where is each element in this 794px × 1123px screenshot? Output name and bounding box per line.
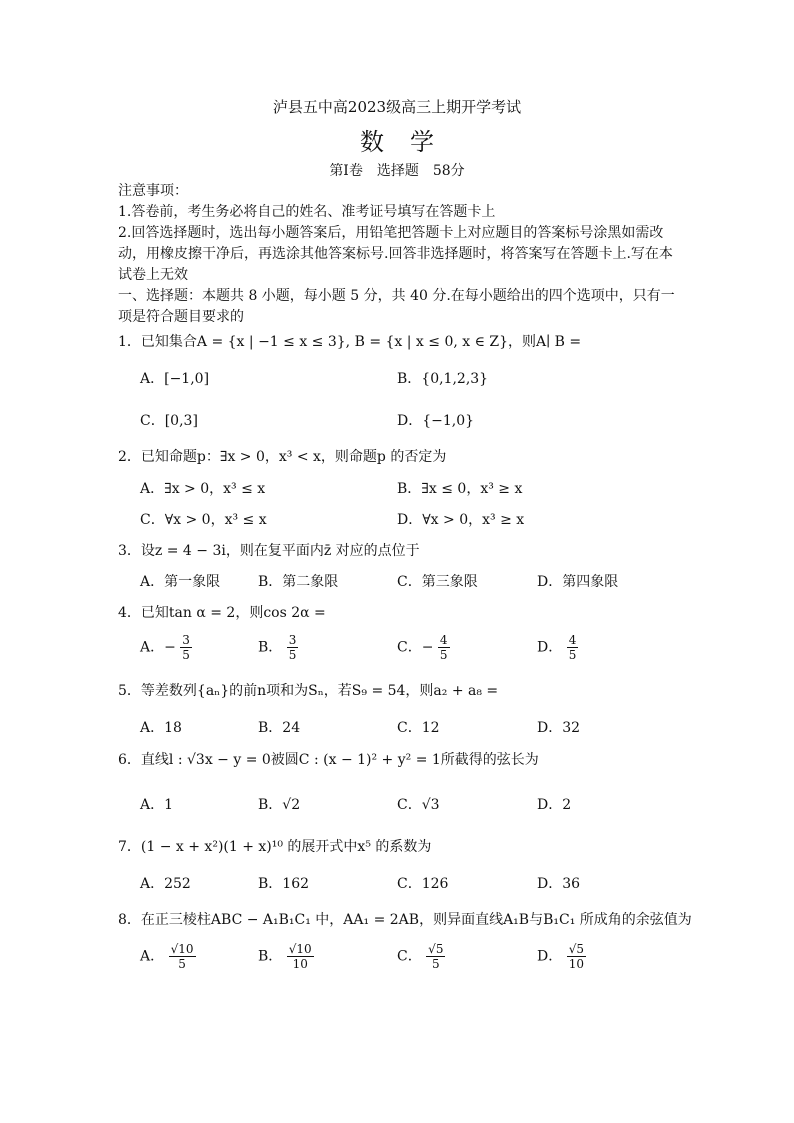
option-c-fraction (426, 942, 445, 971)
numerator: 3 (288, 633, 297, 647)
option-a-fraction (169, 942, 196, 971)
numerator: 3 (182, 633, 190, 647)
question-2-option-d: D．∀x > 0，x³ ≥ x (397, 512, 525, 528)
option-c-prefix: C．− (397, 639, 434, 656)
question-2-stem: 2．已知命题p：∃x > 0，x³ < x，则命题p 的否定为 (118, 449, 447, 465)
question-1-option-c: C．[0,3] (140, 413, 198, 429)
question-8-stem: 8．在正三棱柱ABC − A₁B₁C₁ 中，AA₁ = 2AB，则异面直线A₁B与B₁C₁ 所成角的余弦值为 (118, 912, 692, 928)
question-5-option-c: C．12 (397, 720, 440, 736)
question-5-option-b: B．24 (258, 720, 301, 736)
denominator: 5 (288, 648, 297, 662)
question-5-stem: 5．等差数列{aₙ}的前n项和为Sₙ，若S₉ = 54，则a₂ + a₈ = (118, 683, 499, 699)
question-6-stem: 6．直线l : √3x − y = 0被圆C : (x − 1)² + y² = 1所截得的弦长为 (118, 752, 539, 768)
question-3-stem: 3．设z = 4 − 3i，则在复平面内z̄ 对应的点位于 (118, 543, 420, 559)
option-b-prefix: B． (258, 948, 283, 965)
question-7-option-c: C．126 (397, 876, 449, 892)
option-d-prefix: D． (537, 639, 563, 656)
option-d-fraction (567, 633, 579, 662)
question-1-option-d: D．{−1,0} (397, 413, 475, 429)
question-4-option-d (537, 633, 578, 662)
question-6-option-c: C．√3 (397, 797, 440, 813)
denominator: 5 (439, 648, 448, 662)
instructions-heading: 注意事项： (118, 183, 188, 199)
option-a-fraction (180, 633, 192, 662)
section-title: 第I卷 选择题 58分 (329, 163, 465, 179)
subject-title: 数学 (360, 128, 460, 156)
question-3-option-c: C．第三象限 (397, 574, 478, 590)
question-5-option-d: D．32 (537, 720, 581, 736)
option-b-fraction (287, 942, 314, 971)
question-3-option-d: D．第四象限 (537, 574, 619, 590)
question-5-option-a: A．18 (140, 720, 182, 736)
part-one-heading: 一、选择题：本题共 8 小题，每小题 5 分，共 40 分.在每小题给出的四个选项中，只有一项是符合题目要求的 (118, 288, 675, 325)
numerator: √10 (288, 942, 312, 956)
question-1-option-b: B．{0,1,2,3} (397, 371, 489, 387)
option-c-fraction (438, 633, 450, 662)
option-c-prefix: C． (397, 948, 422, 965)
option-a-prefix: A．− (140, 639, 176, 656)
question-7-option-a: A．252 (140, 876, 191, 892)
numerator: 4 (568, 633, 577, 647)
denominator: 5 (178, 957, 186, 971)
question-8-option-c (397, 942, 445, 971)
question-3-option-b: B．第二象限 (258, 574, 339, 590)
question-6-option-d: D．2 (537, 797, 572, 813)
denominator: 5 (568, 648, 577, 662)
question-6-option-b: B．√2 (258, 797, 301, 813)
question-4-option-b (258, 633, 298, 662)
question-3-option-a: A．第一象限 (140, 574, 221, 590)
question-4-option-a (140, 633, 192, 662)
question-7-option-d: D．36 (537, 876, 581, 892)
question-1-stem: 1．已知集合A = {x | −1 ≤ x ≤ 3}, B = {x | x ≤ 0, x ∈ Z}，则A∣ B = (118, 334, 582, 350)
denominator: 10 (568, 957, 584, 971)
question-2-option-a: A．∃x > 0，x³ ≤ x (140, 481, 266, 497)
question-1-option-a: A．[−1,0] (140, 371, 210, 387)
instruction-item-1: 1.答卷前，考生务必将自己的姓名、准考证号填写在答题卡上 (118, 204, 496, 220)
question-8-option-a (140, 942, 196, 971)
question-7-stem: 7．(1 − x + x²)(1 + x)¹⁰ 的展开式中x⁵ 的系数为 (118, 839, 432, 855)
question-7-option-b: B．162 (258, 876, 310, 892)
numerator: √5 (568, 942, 584, 956)
question-2-option-c: C．∀x > 0，x³ ≤ x (140, 512, 267, 528)
question-4-option-c (397, 633, 450, 662)
option-d-fraction (567, 942, 586, 971)
exam-title: 泸县五中高2023级高三上期开学考试 (272, 98, 522, 116)
option-b-prefix: B． (258, 639, 283, 656)
question-4-stem: 4．已知tan α = 2，则cos 2α = (118, 605, 326, 621)
question-6-option-a: A．1 (140, 797, 174, 813)
instruction-item-2: 2.回答选择题时，选出每小题答案后，用铅笔把答题卡上对应题目的答案标号涂黑如需改动，用橡皮擦干净后，再选涂其他答案标号.回答非选择题时，将答案写在答题卡上.写在本试卷上无效 (118, 225, 673, 283)
denominator: 10 (292, 957, 308, 971)
instructions (118, 181, 684, 328)
numerator: 4 (439, 633, 448, 647)
numerator: √5 (428, 942, 444, 956)
denominator: 5 (431, 957, 440, 971)
option-b-fraction (287, 633, 299, 662)
question-8-option-b (258, 942, 314, 971)
denominator: 5 (182, 648, 190, 662)
numerator: √10 (170, 942, 194, 956)
question-2-option-b: B．∃x ≤ 0，x³ ≥ x (397, 481, 523, 497)
question-8-option-d (537, 942, 586, 971)
option-d-prefix: D． (537, 948, 563, 965)
option-a-prefix: A． (140, 948, 165, 965)
